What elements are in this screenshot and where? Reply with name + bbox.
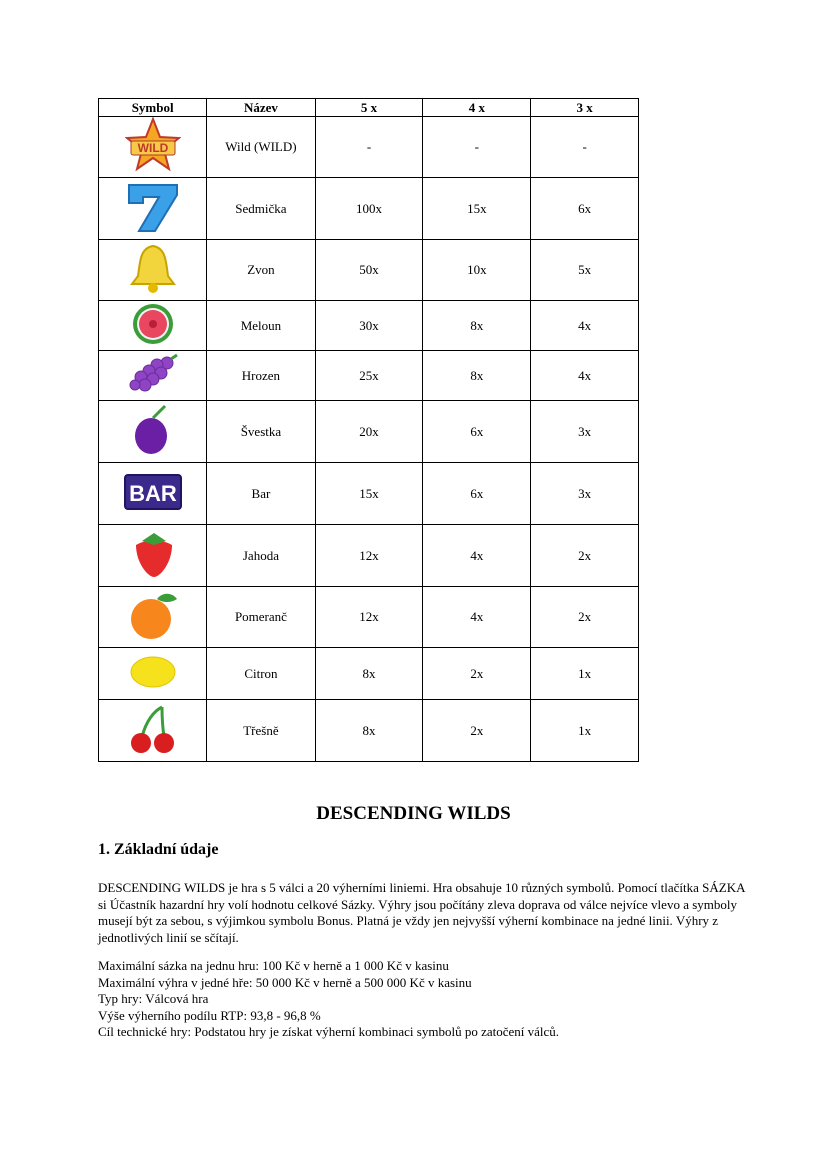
- wild-star-icon: [125, 117, 181, 177]
- payout-5x: 25x: [315, 351, 423, 401]
- payout-4x: 6x: [423, 401, 531, 463]
- symbol-cell: [99, 401, 207, 463]
- payout-4x: 2x: [423, 648, 531, 700]
- payout-5x: 20x: [315, 401, 423, 463]
- paytable-row: [99, 700, 639, 762]
- payout-4x: 8x: [423, 351, 531, 401]
- payout-3x: 1x: [531, 700, 639, 762]
- symbol-name: Wild (WILD): [207, 117, 315, 178]
- bar-icon: [124, 474, 182, 514]
- symbol-name: Hrozen: [207, 351, 315, 401]
- info-goal: Cíl technické hry: Podstatou hry je získat výherní kombinaci symbolů po zatočení válců.: [98, 1024, 560, 1039]
- payout-3x: 4x: [531, 301, 639, 351]
- paytable-row: [99, 178, 639, 240]
- symbol-cell: [99, 648, 207, 700]
- info-max-win: Maximální výhra v jedné hře: 50 000 Kč v herně a 500 000 Kč v kasinu: [98, 974, 472, 990]
- game-title: DESCENDING WILDS: [316, 803, 511, 824]
- payout-5x: 30x: [315, 301, 423, 351]
- payout-4x: 6x: [423, 463, 531, 525]
- header-name: Název: [207, 99, 315, 117]
- symbol-name: Pomeranč: [207, 587, 315, 648]
- paytable-row: [99, 240, 639, 301]
- lemon-icon: [128, 654, 178, 694]
- payout-5x: -: [315, 117, 423, 178]
- game-info: [98, 958, 559, 1041]
- paytable-row: [99, 301, 639, 351]
- header-3x: 3 x: [531, 99, 639, 117]
- paytable-row: [99, 648, 639, 700]
- payout-3x: 6x: [531, 178, 639, 240]
- info-game-type: Typ hry: Válcová hra: [98, 991, 209, 1006]
- payout-3x: 4x: [531, 351, 639, 401]
- paytable-row: [99, 351, 639, 401]
- header-5x: 5 x: [315, 99, 423, 117]
- paytable: [98, 98, 639, 762]
- symbol-cell: [99, 301, 207, 351]
- plum-icon: [131, 404, 175, 460]
- svg-text:WILD: WILD: [137, 141, 168, 155]
- symbol-name: Zvon: [207, 240, 315, 301]
- symbol-name: Bar: [207, 463, 315, 525]
- header-symbol: Symbol: [99, 99, 207, 117]
- paytable-row: [99, 587, 639, 648]
- symbol-name: Jahoda: [207, 525, 315, 587]
- section-heading: 1. Základní údaje: [98, 841, 219, 858]
- paytable-header-row: [99, 99, 639, 117]
- symbol-name: Švestka: [207, 401, 315, 463]
- payout-3x: 2x: [531, 587, 639, 648]
- symbol-cell: [99, 463, 207, 525]
- payout-3x: 3x: [531, 401, 639, 463]
- payout-4x: 15x: [423, 178, 531, 240]
- orange-icon: [127, 589, 179, 645]
- symbol-name: Sedmička: [207, 178, 315, 240]
- payout-3x: 1x: [531, 648, 639, 700]
- header-4x: 4 x: [423, 99, 531, 117]
- info-max-bet: Maximální sázka na jednu hru: 100 Kč v herně a 1 000 Kč v kasinu: [98, 958, 449, 973]
- payout-4x: -: [423, 117, 531, 178]
- payout-4x: 4x: [423, 587, 531, 648]
- payout-5x: 12x: [315, 587, 423, 648]
- payout-5x: 12x: [315, 525, 423, 587]
- payout-4x: 2x: [423, 700, 531, 762]
- payout-5x: 8x: [315, 648, 423, 700]
- svg-text:BAR: BAR: [128, 480, 177, 506]
- payout-5x: 15x: [315, 463, 423, 525]
- seven-icon: [125, 181, 181, 237]
- payout-3x: 3x: [531, 463, 639, 525]
- symbol-name: Meloun: [207, 301, 315, 351]
- symbol-cell: [99, 525, 207, 587]
- payout-5x: 50x: [315, 240, 423, 301]
- symbol-cell: [99, 351, 207, 401]
- description-paragraph: DESCENDING WILDS je hra s 5 válci a 20 výherními liniemi. Hra obsahuje 10 různých symbolů. Pomocí tlačítka SÁZKA si Účastník hazardní hry volí hodnotu celkové Sázky. Výhry jsou počítány zleva doprava od válce nejvíce vlevo a symboly musejí být za sebou, s výjimkou symbolu Bonus. Platná je vždy jen nejvyšší výherní kombinace na jedné linii. Výhry z jednotlivých linií se sčítají.: [98, 880, 745, 945]
- payout-5x: 8x: [315, 700, 423, 762]
- paytable-row: [99, 525, 639, 587]
- payout-4x: 8x: [423, 301, 531, 351]
- payout-3x: 2x: [531, 525, 639, 587]
- cherries-icon: [128, 703, 178, 759]
- symbol-cell: [99, 117, 207, 178]
- bell-icon: [128, 242, 178, 298]
- grapes-icon: [127, 353, 179, 399]
- payout-3x: -: [531, 117, 639, 178]
- symbol-cell: [99, 240, 207, 301]
- paytable-row: [99, 401, 639, 463]
- symbol-name: Citron: [207, 648, 315, 700]
- payout-4x: 10x: [423, 240, 531, 301]
- symbol-name: Třešně: [207, 700, 315, 762]
- payout-3x: 5x: [531, 240, 639, 301]
- symbol-cell: [99, 700, 207, 762]
- strawberry-icon: [130, 529, 176, 583]
- paytable-row: [99, 117, 639, 178]
- payout-4x: 4x: [423, 525, 531, 587]
- info-rtp: Výše výherního podílu RTP: 93,8 - 96,8 %: [98, 1007, 321, 1023]
- watermelon-icon: [131, 302, 175, 350]
- symbol-cell: [99, 587, 207, 648]
- payout-5x: 100x: [315, 178, 423, 240]
- symbol-cell: [99, 178, 207, 240]
- paytable-row: [99, 463, 639, 525]
